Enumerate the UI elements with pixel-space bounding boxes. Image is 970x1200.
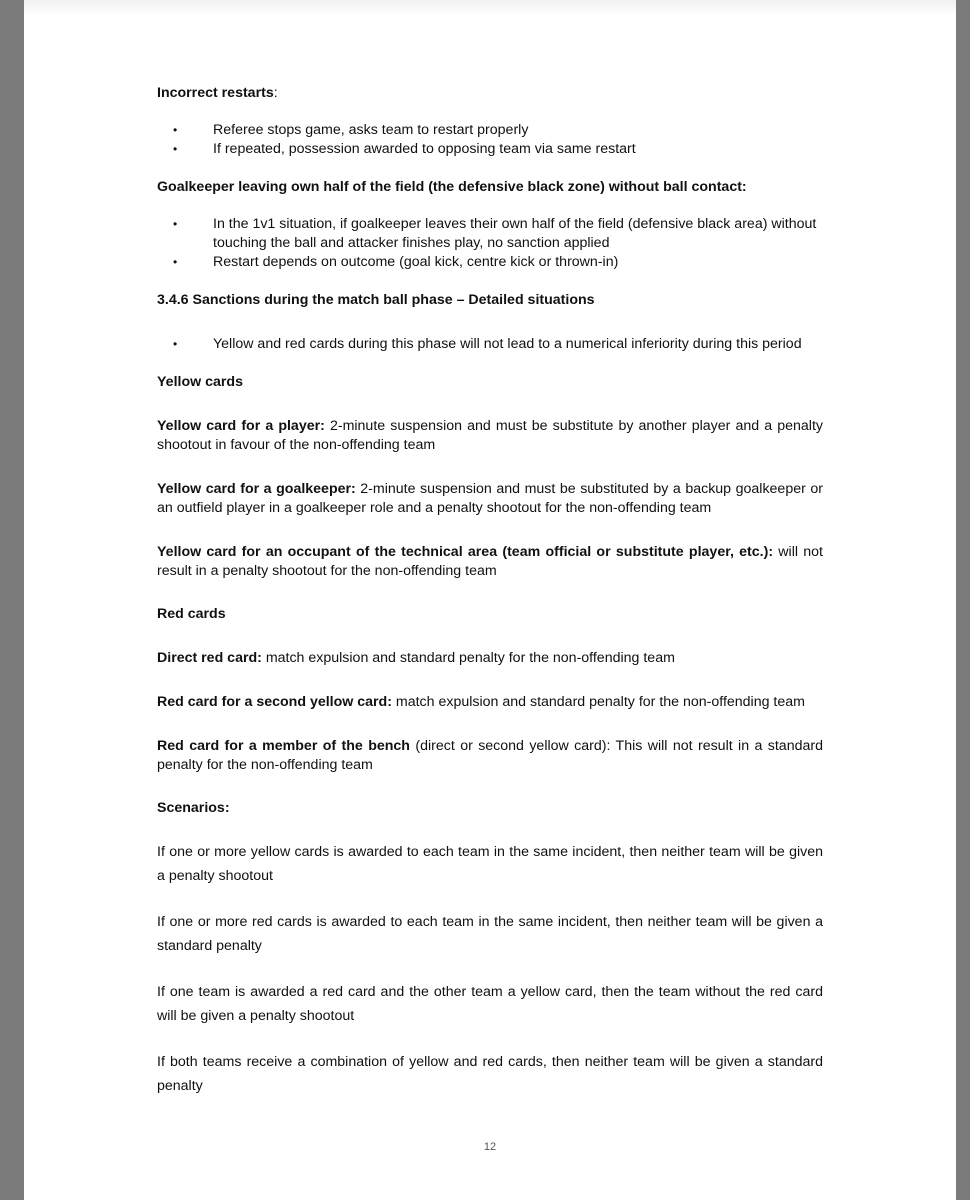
yellow-cards-heading: Yellow cards (157, 374, 243, 390)
red-bench-paragraph: Red card for a member of the bench (direct or second yellow card): This will not result in a standard penalty for the non-offending team (157, 738, 823, 773)
red-second-yellow-paragraph: Red card for a second yellow card: match expulsion and standard penalty for the non-offending team (157, 694, 805, 710)
section-346-list (157, 335, 823, 354)
goalkeeper-leaving-list (157, 215, 823, 272)
yellow-player-paragraph: Yellow card for a player: 2-minute suspension and must be substitute by another player and a penalty shootout in favour of the non-offending team (157, 418, 823, 453)
document-page (24, 0, 956, 1200)
goalkeeper-leaving-heading: Goalkeeper leaving own half of the field (the defensive black zone) without ball contact: (157, 179, 747, 195)
page-top-strip (24, 0, 956, 16)
list-item: • Restart depends on outcome (goal kick, centre kick or thrown-in) (173, 254, 619, 270)
list-item: • Yellow and red cards during this phase will not lead to a numerical inferiority during this period (173, 336, 802, 352)
bullet-icon: • (173, 217, 178, 231)
list-item: • In the 1v1 situation, if goalkeeper leaves their own half of the field (defensive black area) without touching the ball and attacker finishes play, no sanction applied (173, 216, 817, 251)
bullet-icon: • (173, 337, 178, 351)
section-346-heading: 3.4.6 Sanctions during the match ball phase – Detailed situations (157, 292, 595, 308)
bullet-icon: • (173, 142, 178, 156)
incorrect-restarts-heading: Incorrect restarts: (157, 85, 278, 101)
yellow-goalkeeper-paragraph: Yellow card for a goalkeeper: 2-minute suspension and must be substituted by a backup goalkeeper or an outfield player in a goalkeeper role and a penalty shootout for the non-offending team (157, 481, 823, 516)
page-content (157, 84, 823, 1098)
bullet-icon: • (173, 255, 178, 269)
scenario-paragraph: If both teams receive a combination of yellow and red cards, then neither team will be given a standard penalty (157, 1054, 823, 1094)
scenario-paragraph: If one or more yellow cards is awarded to each team in the same incident, then neither team will be given a penalty shootout (157, 844, 823, 884)
bullet-icon: • (173, 123, 178, 137)
list-item: • Referee stops game, asks team to restart properly (173, 122, 529, 138)
page-number: 12 (483, 1141, 497, 1153)
red-direct-paragraph: Direct red card: match expulsion and standard penalty for the non-offending team (157, 650, 675, 666)
scenarios-heading: Scenarios: (157, 800, 230, 816)
scenario-paragraph: If one or more red cards is awarded to each team in the same incident, then neither team will be given a standard penalty (157, 914, 823, 954)
scenario-paragraph: If one team is awarded a red card and the other team a yellow card, then the team without the red card will be given a penalty shootout (157, 984, 823, 1024)
red-cards-heading: Red cards (157, 606, 226, 622)
list-item: • If repeated, possession awarded to opposing team via same restart (173, 141, 636, 157)
incorrect-restarts-list (157, 121, 823, 159)
yellow-technical-paragraph: Yellow card for an occupant of the technical area (team official or substitute player, etc.): will not result in a penalty shootout for the non-offending team (157, 544, 823, 579)
